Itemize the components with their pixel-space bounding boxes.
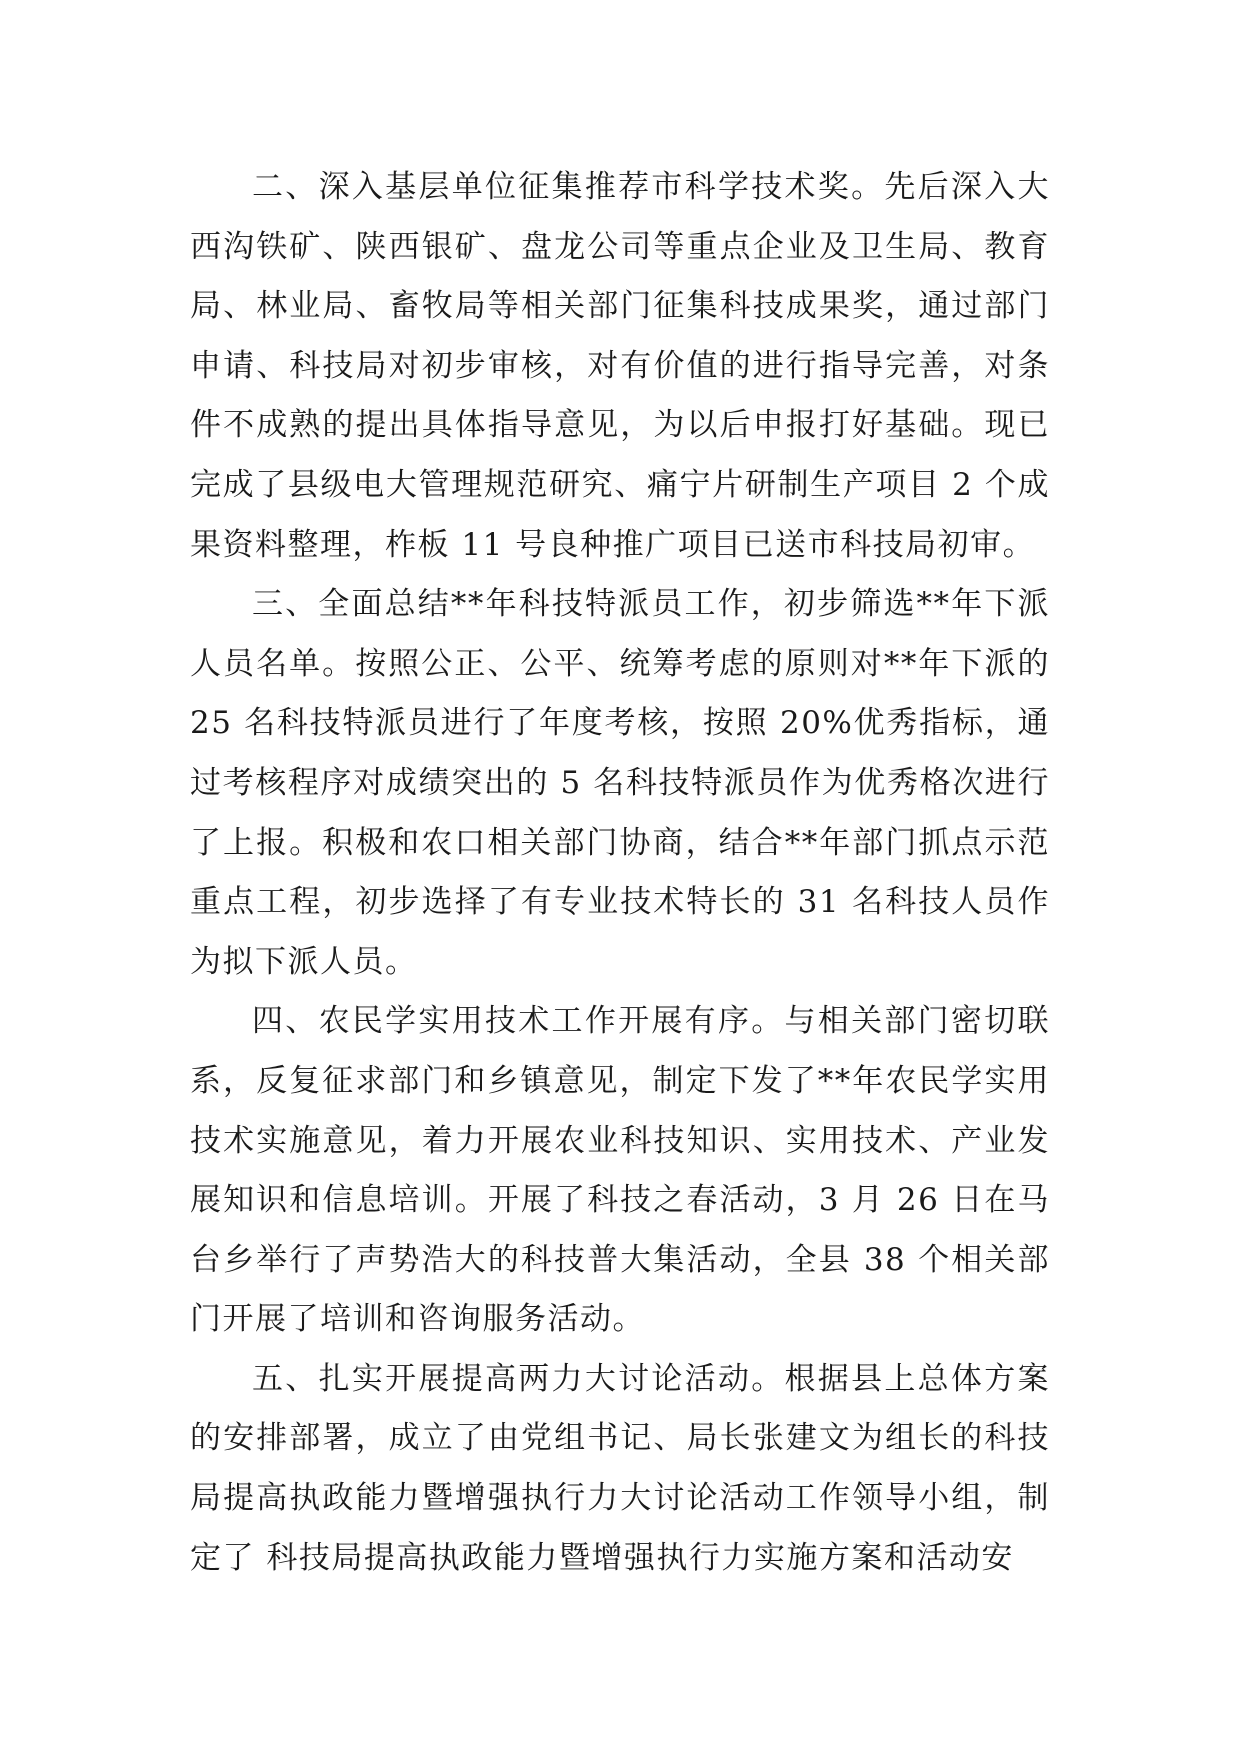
document-body	[190, 158, 1050, 1588]
paragraph-4-farmer-training: 四、农民学实用技术工作开展有序。与相关部门密切联系，反复征求部门和乡镇意见，制定下发了**年农民学实用技术实施意见，着力开展农业科技知识、实用技术、产业发展知识和信息培训。开展了科技之春活动，3 月 26 日在马台乡举行了声势浩大的科技普大集活动，全县 38 个相关部门开展了培训和咨询服务活动。	[190, 1003, 1050, 1338]
paragraph-5-discussion-activity: 五、扎实开展提高两力大讨论活动。根据县上总体方案的安排部署，成立了由党组书记、局长张建文为组长的科技局提高执政能力暨增强执行力大讨论活动工作领导小组，制定了 科技局提高执政能力暨增强执行力实施方案和活动安	[190, 1360, 1050, 1576]
paragraph-3-tech-commissioner: 三、全面总结**年科技特派员工作，初步筛选**年下派人员名单。按照公正、公平、统筹考虑的原则对**年下派的 25 名科技特派员进行了年度考核，按照 20%优秀指标，通过考核程序对成绩突出的 5 名科技特派员作为优秀格次进行了上报。积极和农口相关部门协商，结合**年部门抓点示范重点工程，初步选择了有专业技术特长的 31 名科技人员作为拟下派人员。	[190, 586, 1050, 980]
paragraph-2-science-award: 二、深入基层单位征集推荐市科学技术奖。先后深入大西沟铁矿、陕西银矿、盘龙公司等重点企业及卫生局、教育局、林业局、畜牧局等相关部门征集科技成果奖，通过部门申请、科技局对初步审核，对有价值的进行指导完善，对条件不成熟的提出具体指导意见，为以后申报打好基础。现已完成了县级电大管理规范研究、痛宁片研制生产项目 2 个成果资料整理，柞板 11 号良种推广项目已送市科技局初审。	[190, 169, 1050, 563]
